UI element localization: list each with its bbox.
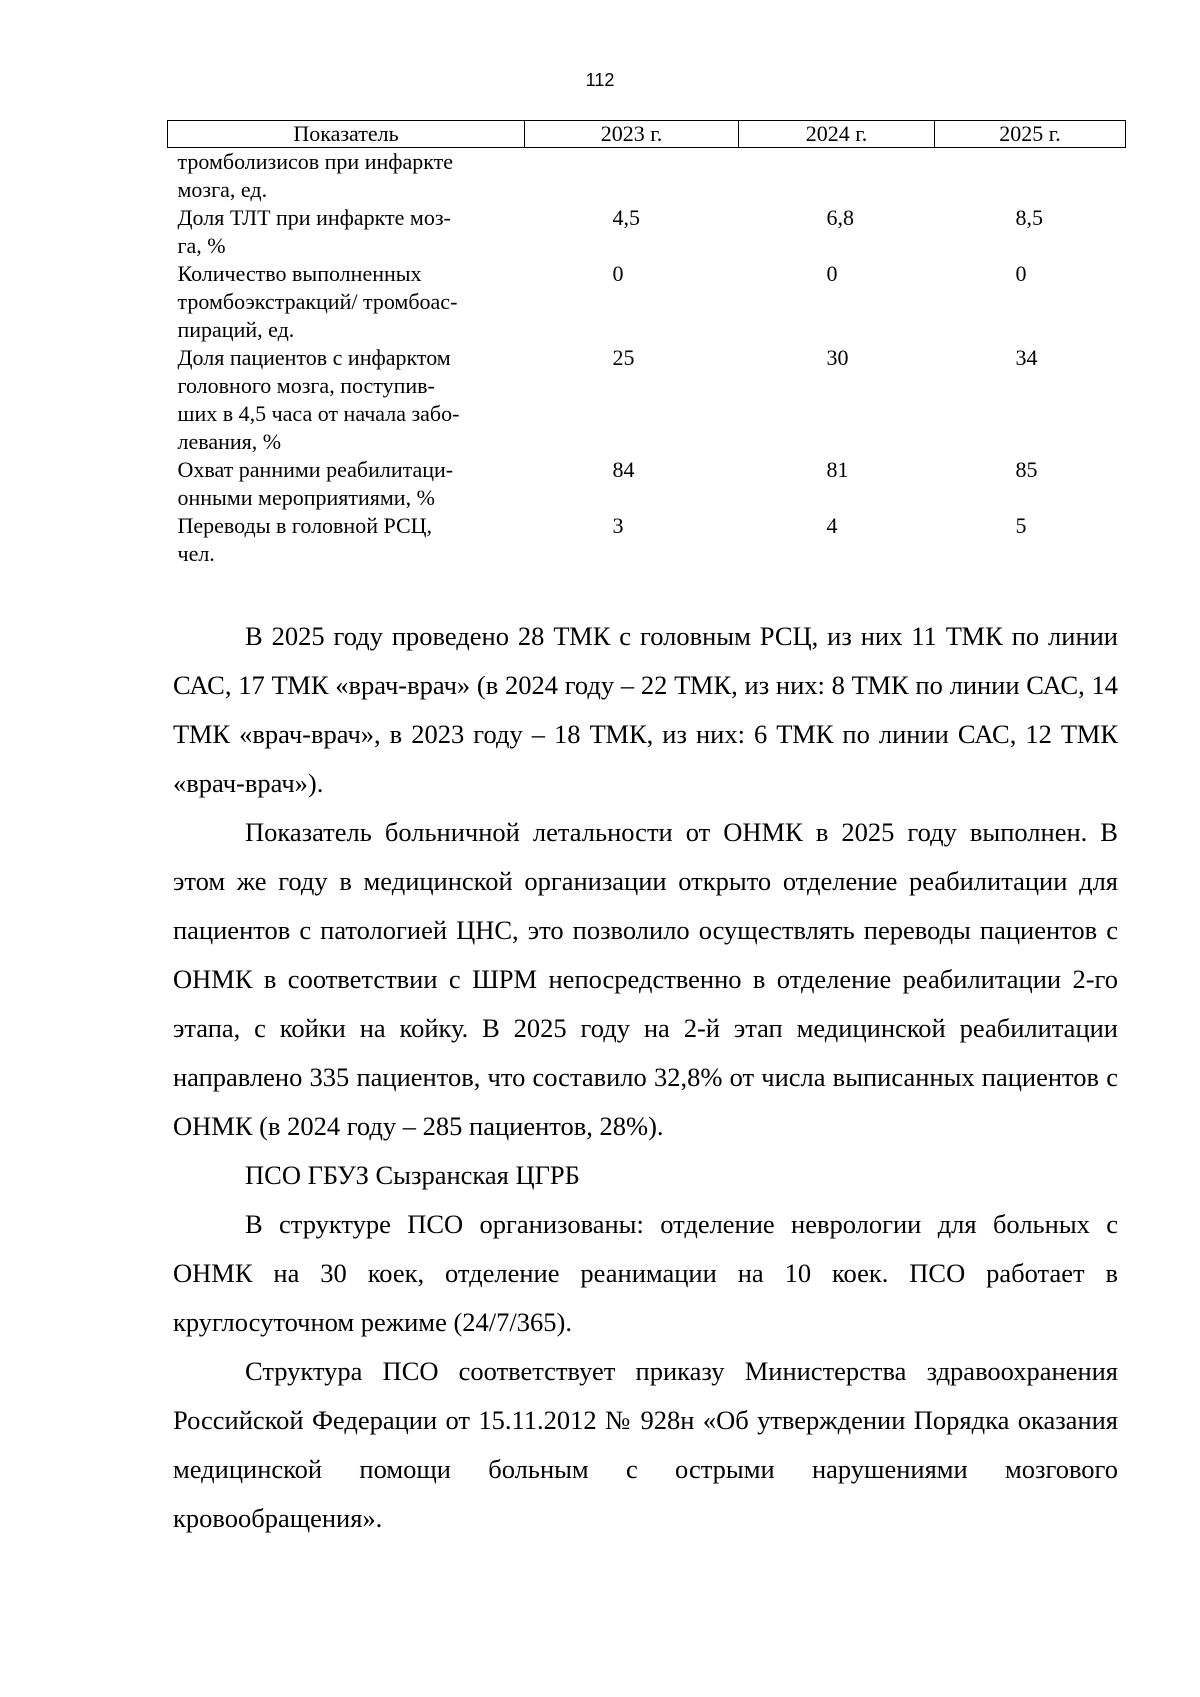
paragraph-structure: В структуре ПСО организованы: отделение неврологии для больных с ОНМК на 30 коек, отделение реанимации на 10 коек. ПСО работает в круглосуточном режиме (24/7/365). xyxy=(173,1209,1118,1337)
page-number: 112 xyxy=(585,70,615,90)
value-2023: 84 xyxy=(612,457,635,482)
table-row xyxy=(168,344,1126,456)
indicators-table xyxy=(167,120,1126,568)
value-2025: 85 xyxy=(1015,457,1038,482)
section-heading: ПСО ГБУЗ Сызранская ЦГРБ xyxy=(245,1160,580,1190)
value-2025: 5 xyxy=(1015,513,1027,538)
value-2025: 0 xyxy=(1015,261,1027,286)
value-2023: 3 xyxy=(612,513,624,538)
value-2024: 4 xyxy=(826,513,838,538)
value-2024: 6,8 xyxy=(826,205,854,230)
value-2025 xyxy=(935,148,1126,205)
paragraph-lethality: Показатель больничной летальности от ОНМК в 2025 году выполнен. В этом же году в медицинской организации открыто отделение реабилитации для пациентов с патологией ЦНС, это позволило осуществлять переводы пациентов с ОНМК в соответствии с ШРМ непосредственно в отделение реабилитации 2-го этапа, с койки на койку. В 2025 году на 2-й этап медицинской реабилитации направлено 335 пациентов, что составило 32,8% от числа выписанных пациентов с ОНМК (в 2024 году – 285 пациентов, 28%). xyxy=(173,817,1118,1141)
value-2024: 30 xyxy=(826,345,849,370)
table-row xyxy=(168,204,1126,260)
row-label: тромболизисов при инфаркте мозга, ед. xyxy=(177,149,454,202)
row-label: Переводы в головной РСЦ, чел. xyxy=(177,513,433,566)
value-2024: 81 xyxy=(826,457,849,482)
header-2023: 2023 г. xyxy=(525,121,739,148)
row-label: Охват ранними реабилитаци- онными мероприятиями, % xyxy=(177,457,454,510)
value-2023 xyxy=(525,148,739,205)
value-2024 xyxy=(739,148,935,205)
paragraph-order: Структура ПСО соответствует приказу Министерства здравоохранения Российской Федерации от 15.11.2012 № 928н «Об утверждении Порядка оказания медицинской помощи больным с острыми нарушениями мозгового кровообращения». xyxy=(173,1356,1118,1533)
header-indicator: Показатель xyxy=(168,121,525,148)
value-2023: 0 xyxy=(612,261,624,286)
table-row xyxy=(168,512,1126,568)
table-row xyxy=(168,456,1126,512)
header-2024: 2024 г. xyxy=(739,121,935,148)
table-header-row xyxy=(168,121,1126,148)
row-label: Количество выполненных тромбоэкстракций/ тромбоас- пираций, ед. xyxy=(177,261,458,342)
row-label: Доля ТЛТ при инфаркте моз- га, % xyxy=(177,205,451,258)
body-text xyxy=(173,612,1118,1543)
table-row xyxy=(168,148,1126,205)
paragraph-tmk: В 2025 году проведено 28 ТМК с головным РСЦ, из них 11 ТМК по линии САС, 17 ТМК «врач-врач» (в 2024 году – 22 ТМК, из них: 8 ТМК по линии САС, 14 ТМК «врач-врач», в 2023 году – 18 ТМК, из них: 6 ТМК по линии САС, 12 ТМК «врач-врач»). xyxy=(173,621,1118,798)
value-2025: 8,5 xyxy=(1015,205,1043,230)
header-2025: 2025 г. xyxy=(935,121,1126,148)
table-row xyxy=(168,260,1126,344)
value-2024: 0 xyxy=(826,261,838,286)
value-2025: 34 xyxy=(1015,345,1038,370)
value-2023: 25 xyxy=(612,345,635,370)
row-label: Доля пациентов с инфарктом головного мозга, поступив- ших в 4,5 часа от начала забо- левания, % xyxy=(177,345,460,454)
value-2023: 4,5 xyxy=(612,205,640,230)
